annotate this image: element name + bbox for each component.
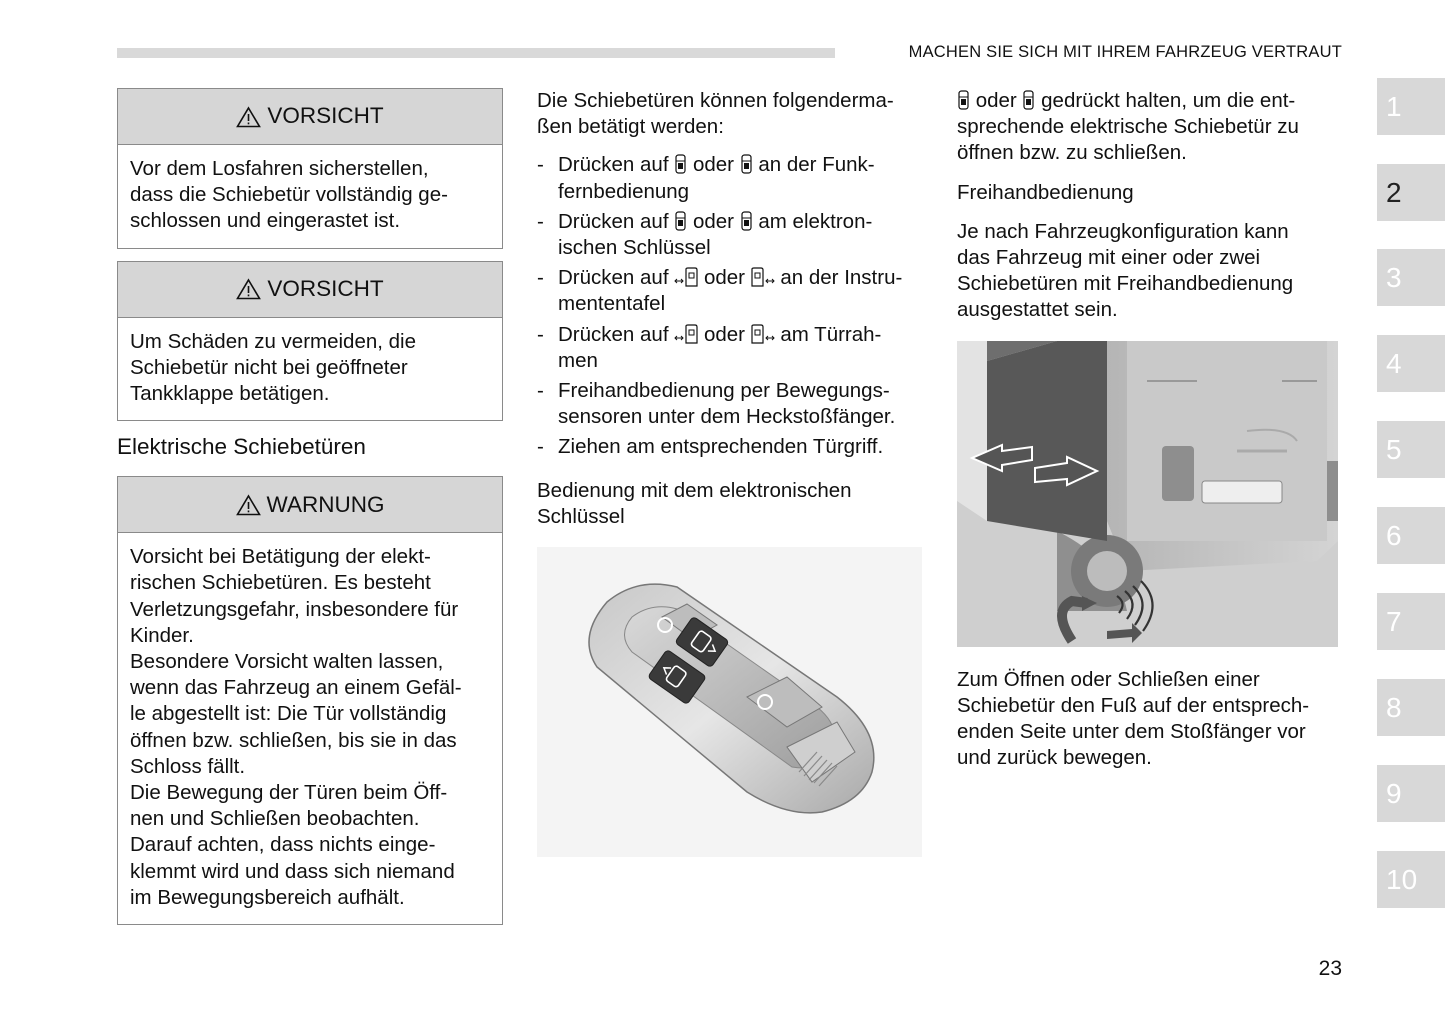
chapter-tab-3[interactable]: 3	[1377, 249, 1445, 306]
caution-text-line: Schiebetür nicht bei geöffneter	[130, 355, 408, 379]
text-line: sprechende elektrische Schiebetür zu	[957, 115, 1299, 139]
warning-box-header	[118, 477, 502, 533]
list-item-text: oder	[692, 153, 734, 177]
chapter-tab-8[interactable]: 8	[1377, 679, 1445, 736]
sliding-door-left-icon	[674, 154, 687, 174]
warning-box-body	[118, 533, 502, 924]
key-section-title: Schlüssel	[537, 504, 625, 528]
key-section-title: Bedienung mit dem elektronischen	[537, 478, 852, 502]
warning-triangle-icon	[236, 106, 261, 128]
list-item-text: am elektron-	[758, 209, 873, 233]
text-line: öffnen bzw. zu schließen.	[957, 141, 1187, 165]
list-item-text: fernbedienung	[558, 179, 690, 203]
sliding-door-right-icon	[740, 211, 753, 231]
foot-instruction-line: Schiebetür den Fuß auf der entsprech-	[957, 694, 1310, 718]
caution-box-2	[117, 261, 503, 422]
section-title: Elektrische Schiebetüren	[117, 434, 366, 460]
list-item-text: Ziehen am entsprechenden Türgriff.	[558, 435, 884, 459]
door-arrows-right-icon	[751, 267, 775, 287]
sliding-door-left-icon	[674, 211, 687, 231]
caution-text-line: Um Schäden zu vermeiden, die	[130, 329, 417, 353]
list-item	[537, 322, 932, 374]
warning-text-line: öffnen bzw. schließen, bis sie in das	[130, 728, 457, 752]
door-arrows-left-icon	[674, 324, 698, 344]
chapter-tab-2[interactable]: 2	[1377, 164, 1445, 221]
caution-box-header	[118, 262, 502, 318]
door-arrows-right-icon	[751, 324, 775, 344]
handsfree-title: Freihandbedienung	[957, 180, 1134, 204]
list-item-text: oder	[703, 322, 745, 346]
text-line	[957, 88, 1342, 114]
warning-text-line: Darauf achten, dass nichts einge-	[130, 833, 436, 857]
warning-text-line: Schloss fällt.	[130, 754, 246, 778]
chapter-title: MACHEN SIE SICH MIT IHREM FAHRZEUG VERTRAUT	[908, 43, 1342, 61]
door-arrows-left-icon	[674, 267, 698, 287]
chapter-tab-6[interactable]: 6	[1377, 507, 1445, 564]
sliding-door-right-icon	[740, 154, 753, 174]
warning-text-line: Kinder.	[130, 623, 194, 647]
intro-line: Die Schiebetüren können folgenderma-	[537, 89, 894, 112]
config-line: Schiebetüren mit Freihandbedienung	[957, 272, 1294, 296]
list-item-text: Drücken auf	[558, 153, 669, 177]
list-item	[537, 152, 932, 204]
list-item	[537, 265, 932, 317]
foot-instruction-line: enden Seite unter dem Stoßfänger vor	[957, 720, 1306, 744]
header-rule	[117, 48, 835, 58]
list-item	[537, 209, 932, 261]
column-middle	[537, 88, 932, 864]
chapter-tab-10[interactable]: 10	[1377, 851, 1445, 908]
electronic-key-illustration	[537, 547, 922, 857]
warning-text-line: nen und Schließen beobachten.	[130, 807, 420, 831]
warning-box	[117, 476, 503, 925]
list-item-text: an der Instru-	[780, 266, 903, 290]
van-handsfree-illustration	[957, 341, 1338, 647]
column-left	[117, 88, 503, 937]
chapter-tab-7[interactable]: 7	[1377, 593, 1445, 650]
caution-box-title: VORSICHT	[267, 103, 384, 129]
caution-text-line: schlossen und eingerastet ist.	[130, 209, 401, 233]
list-item-text: sensoren unter dem Heckstoßfänger.	[558, 405, 896, 429]
page-number: 23	[1318, 957, 1342, 980]
warning-text-line: klemmt wird und dass sich niemand	[130, 859, 455, 883]
warning-text-line: Besondere Vorsicht walten lassen,	[130, 650, 444, 674]
config-line: Je nach Fahrzeugkonfiguration kann	[957, 219, 1289, 243]
caution-text-line: Tankklappe betätigen.	[130, 382, 330, 406]
list-item-text: Drücken auf	[558, 209, 669, 233]
warning-text-line: le abgestellt ist: Die Tür vollständig	[130, 702, 447, 726]
text-fragment: gedrückt halten, um die ent-	[1041, 89, 1296, 112]
foot-instruction-line: und zurück bewegen.	[957, 746, 1152, 770]
config-line: das Fahrzeug mit einer oder zwei	[957, 246, 1261, 270]
caution-box-1	[117, 88, 503, 249]
sliding-door-right-icon	[1022, 90, 1035, 110]
warning-triangle-icon	[236, 278, 261, 300]
config-line: ausgestattet sein.	[957, 298, 1118, 322]
list-item	[537, 434, 932, 460]
warning-text-line: im Bewegungsbereich aufhält.	[130, 885, 405, 909]
list-item	[537, 378, 932, 430]
list-item-text: mententafel	[558, 292, 666, 316]
caution-box-body	[118, 318, 502, 421]
warning-text-line: wenn das Fahrzeug an einem Gefäl-	[130, 676, 462, 700]
list-item-text: Drücken auf	[558, 266, 669, 290]
caution-box-body	[118, 145, 502, 248]
chapter-tab-9[interactable]: 9	[1377, 765, 1445, 822]
list-item-text: ischen Schlüssel	[558, 236, 711, 260]
list-item-text: men	[558, 348, 598, 372]
list-item-text: an der Funk-	[758, 153, 875, 177]
warning-text-line: rischen Schiebetüren. Es besteht	[130, 571, 431, 595]
sliding-door-left-icon	[957, 90, 970, 110]
chapter-tab-5[interactable]: 5	[1377, 421, 1445, 478]
list-item-text: Freihandbedienung per Bewegungs-	[558, 379, 890, 403]
column-right	[957, 88, 1342, 772]
caution-box-header	[118, 89, 502, 145]
intro-line: ßen betätigt werden:	[537, 115, 724, 139]
caution-box-title: VORSICHT	[267, 276, 384, 301]
chapter-tab-1[interactable]: 1	[1377, 78, 1445, 135]
list-item-text: oder	[692, 209, 734, 233]
warning-box-title: WARNUNG	[266, 491, 385, 517]
warning-text-line: Verletzungsgefahr, insbesondere für	[130, 597, 459, 621]
caution-text-line: dass die Schiebetür vollständig ge-	[130, 183, 448, 207]
list-item-text: am Türrah-	[780, 322, 882, 346]
warning-text-line: Die Bewegung der Türen beim Öff-	[130, 781, 448, 805]
caution-text-line: Vor dem Losfahren sicherstellen,	[130, 157, 429, 180]
warning-triangle-icon	[236, 494, 261, 516]
chapter-tab-4[interactable]: 4	[1377, 335, 1445, 392]
foot-instruction-line: Zum Öffnen oder Schließen einer	[957, 667, 1260, 691]
text-fragment: oder	[975, 89, 1017, 112]
list-item-text: oder	[703, 266, 745, 290]
list-item-text: Drücken auf	[558, 322, 669, 346]
operation-list	[537, 152, 932, 460]
warning-text-line: Vorsicht bei Betätigung der elekt-	[130, 545, 431, 569]
